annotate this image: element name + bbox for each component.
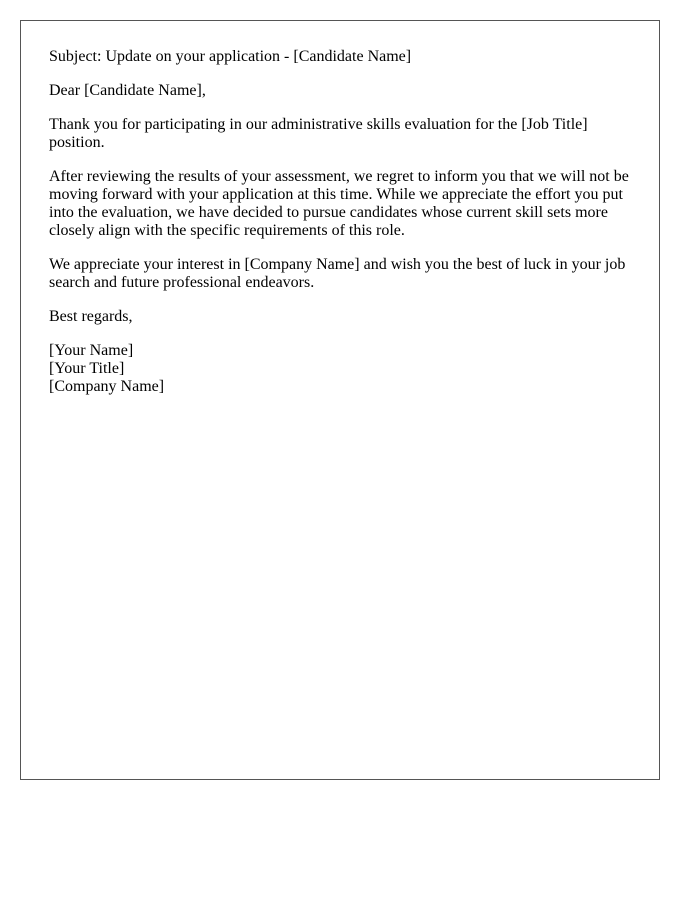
letter-body — [49, 48, 639, 412]
paragraph-thank-you: Thank you for participating in our administrative skills evaluation for the [Job Title] position. — [49, 116, 588, 151]
salutation: Dear [Candidate Name], — [49, 82, 206, 99]
signature-block — [49, 342, 639, 396]
paragraph-well-wishes: We appreciate your interest in [Company Name] and wish you the best of luck in your job search and future professional endeavors. — [49, 256, 626, 291]
signature-name: [Your Name] — [49, 342, 134, 359]
paragraph-decision: After reviewing the results of your assessment, we regret to inform you that we will not be moving forward with your application at this time. While we appreciate the effort you put into the evaluation, we have decided to pursue candidates whose current skill sets more closely align with the specific requirements of this role. — [49, 168, 629, 239]
letter-container — [20, 20, 660, 780]
signature-title: [Your Title] — [49, 360, 125, 377]
signature-company: [Company Name] — [49, 378, 165, 395]
closing: Best regards, — [49, 308, 133, 325]
subject-line: Subject: Update on your application - [Candidate Name] — [49, 48, 412, 65]
